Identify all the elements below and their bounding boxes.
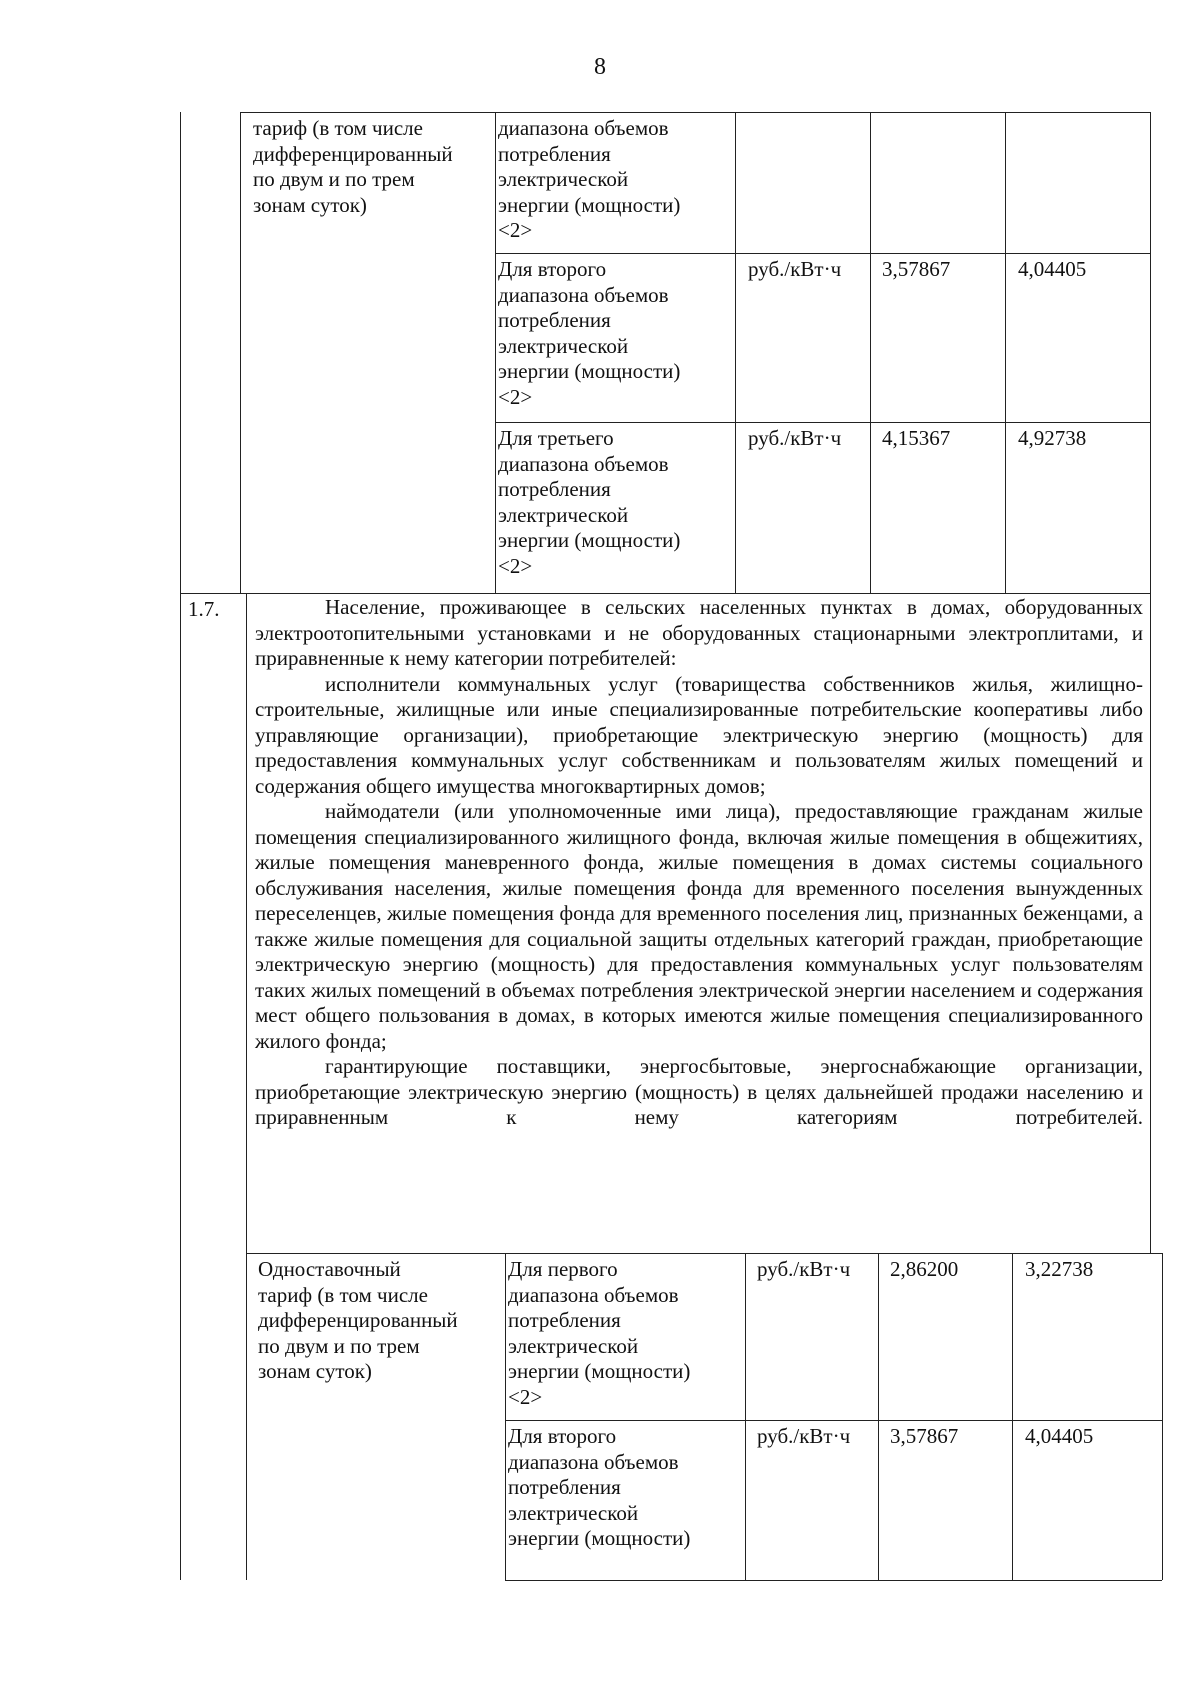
range-cell: Для второго диапазона объемов потребления электрической энергии (мощности): [508, 1424, 691, 1550]
description-paragraph: гарантирующие поставщики, энергосбытовые, энергоснабжающие организации, приобретающие электрическую энергию (мощность) в целях дальнейшей продажи населению и приравненным к нему категориям потребителей.: [255, 1054, 1143, 1129]
section-number: 1.7.: [188, 597, 220, 621]
grid-line: [505, 1253, 506, 1580]
grid-line: [1012, 1253, 1013, 1580]
grid-line: [878, 1253, 879, 1580]
description-paragraph: исполнители коммунальных услуг (товарищества собственников жилья, жилищно-строительные, жилищные или иные специализированные потребительские кооперативы либо управляющие организации), приобретающие электрическую энергию (мощность) для предоставления коммунальных услуг собственникам и пользователям жилых помещений и содержания общего имущества многоквартирных домов;: [255, 671, 1143, 798]
grid-line: [180, 593, 181, 1580]
grid-line: [1150, 593, 1151, 1253]
tariff-label: Одноставочный тариф (в том числе дифференцированный по двум и по трем зонам суток): [258, 1257, 458, 1383]
value-cell: 2,86200: [890, 1257, 959, 1281]
grid-line: [505, 1420, 1162, 1421]
section-description: [255, 595, 1143, 1131]
grid-line: [246, 593, 247, 1580]
range-cell: диапазона объемов потребления электрической энергии (мощности) <2>: [498, 116, 681, 242]
unit-cell: руб./кВт·ч: [748, 257, 842, 281]
grid-line: [1005, 112, 1006, 593]
grid-line: [180, 112, 181, 593]
value-cell: 3,22738: [1025, 1257, 1094, 1281]
grid-line: [495, 112, 496, 593]
range-cell: Для второго диапазона объемов потребления электрической энергии (мощности) <2>: [498, 257, 681, 409]
grid-line: [495, 253, 1150, 254]
grid-line: [495, 422, 1150, 423]
value-cell: 4,92738: [1018, 426, 1087, 450]
description-paragraph: наймодатели (или уполномоченные ими лица), предоставляющие гражданам жилые помещения специализированного жилищного фонда, включая жилые помещения в общежитиях, жилые помещения маневренного фонда, жилые помещения в домах системы социального обслуживания населения, жилые помещения фонда для временного поселения вынужденных переселенцев, жилые помещения фонда для временного поселения лиц, признанных беженцами, а также жилые помещения для социальной защиты отдельных категорий граждан, приобретающие электрическую энергию (мощность) для предоставления коммунальных услуг пользователям таких жилых помещений в объемах потребления электрической энергии населением и содержания мест общего пользования в домах, в которых имеются жилые помещения специализированного жилого фонда;: [255, 799, 1143, 1053]
grid-line: [870, 112, 871, 593]
unit-cell: руб./кВт·ч: [757, 1257, 851, 1281]
grid-line: [745, 1253, 746, 1580]
value-cell: 4,15367: [882, 426, 951, 450]
range-cell: Для первого диапазона объемов потребления электрической энергии (мощности) <2>: [508, 1257, 691, 1409]
range-cell: Для третьего диапазона объемов потребления электрической энергии (мощности) <2>: [498, 426, 681, 578]
description-paragraph: Население, проживающее в сельских населенных пунктах в домах, оборудованных электроотопительными установками и не оборудованных стационарными электроплитами, и приравненные к нему категории потребителей:: [255, 595, 1143, 670]
grid-line: [240, 112, 1150, 113]
grid-line: [240, 112, 241, 593]
value-cell: 3,57867: [882, 257, 951, 281]
grid-line: [246, 1253, 1162, 1254]
grid-line: [1150, 112, 1151, 593]
unit-cell: руб./кВт·ч: [757, 1424, 851, 1448]
grid-line: [1162, 1253, 1163, 1580]
grid-line: [180, 593, 1150, 594]
grid-line: [735, 112, 736, 593]
page-number: 8: [594, 54, 606, 80]
grid-line: [505, 1580, 1162, 1581]
value-cell: 3,57867: [890, 1424, 959, 1448]
value-cell: 4,04405: [1018, 257, 1087, 281]
tariff-label: тариф (в том числе дифференцированный по двум и по трем зонам суток): [253, 116, 453, 217]
value-cell: 4,04405: [1025, 1424, 1094, 1448]
unit-cell: руб./кВт·ч: [748, 426, 842, 450]
